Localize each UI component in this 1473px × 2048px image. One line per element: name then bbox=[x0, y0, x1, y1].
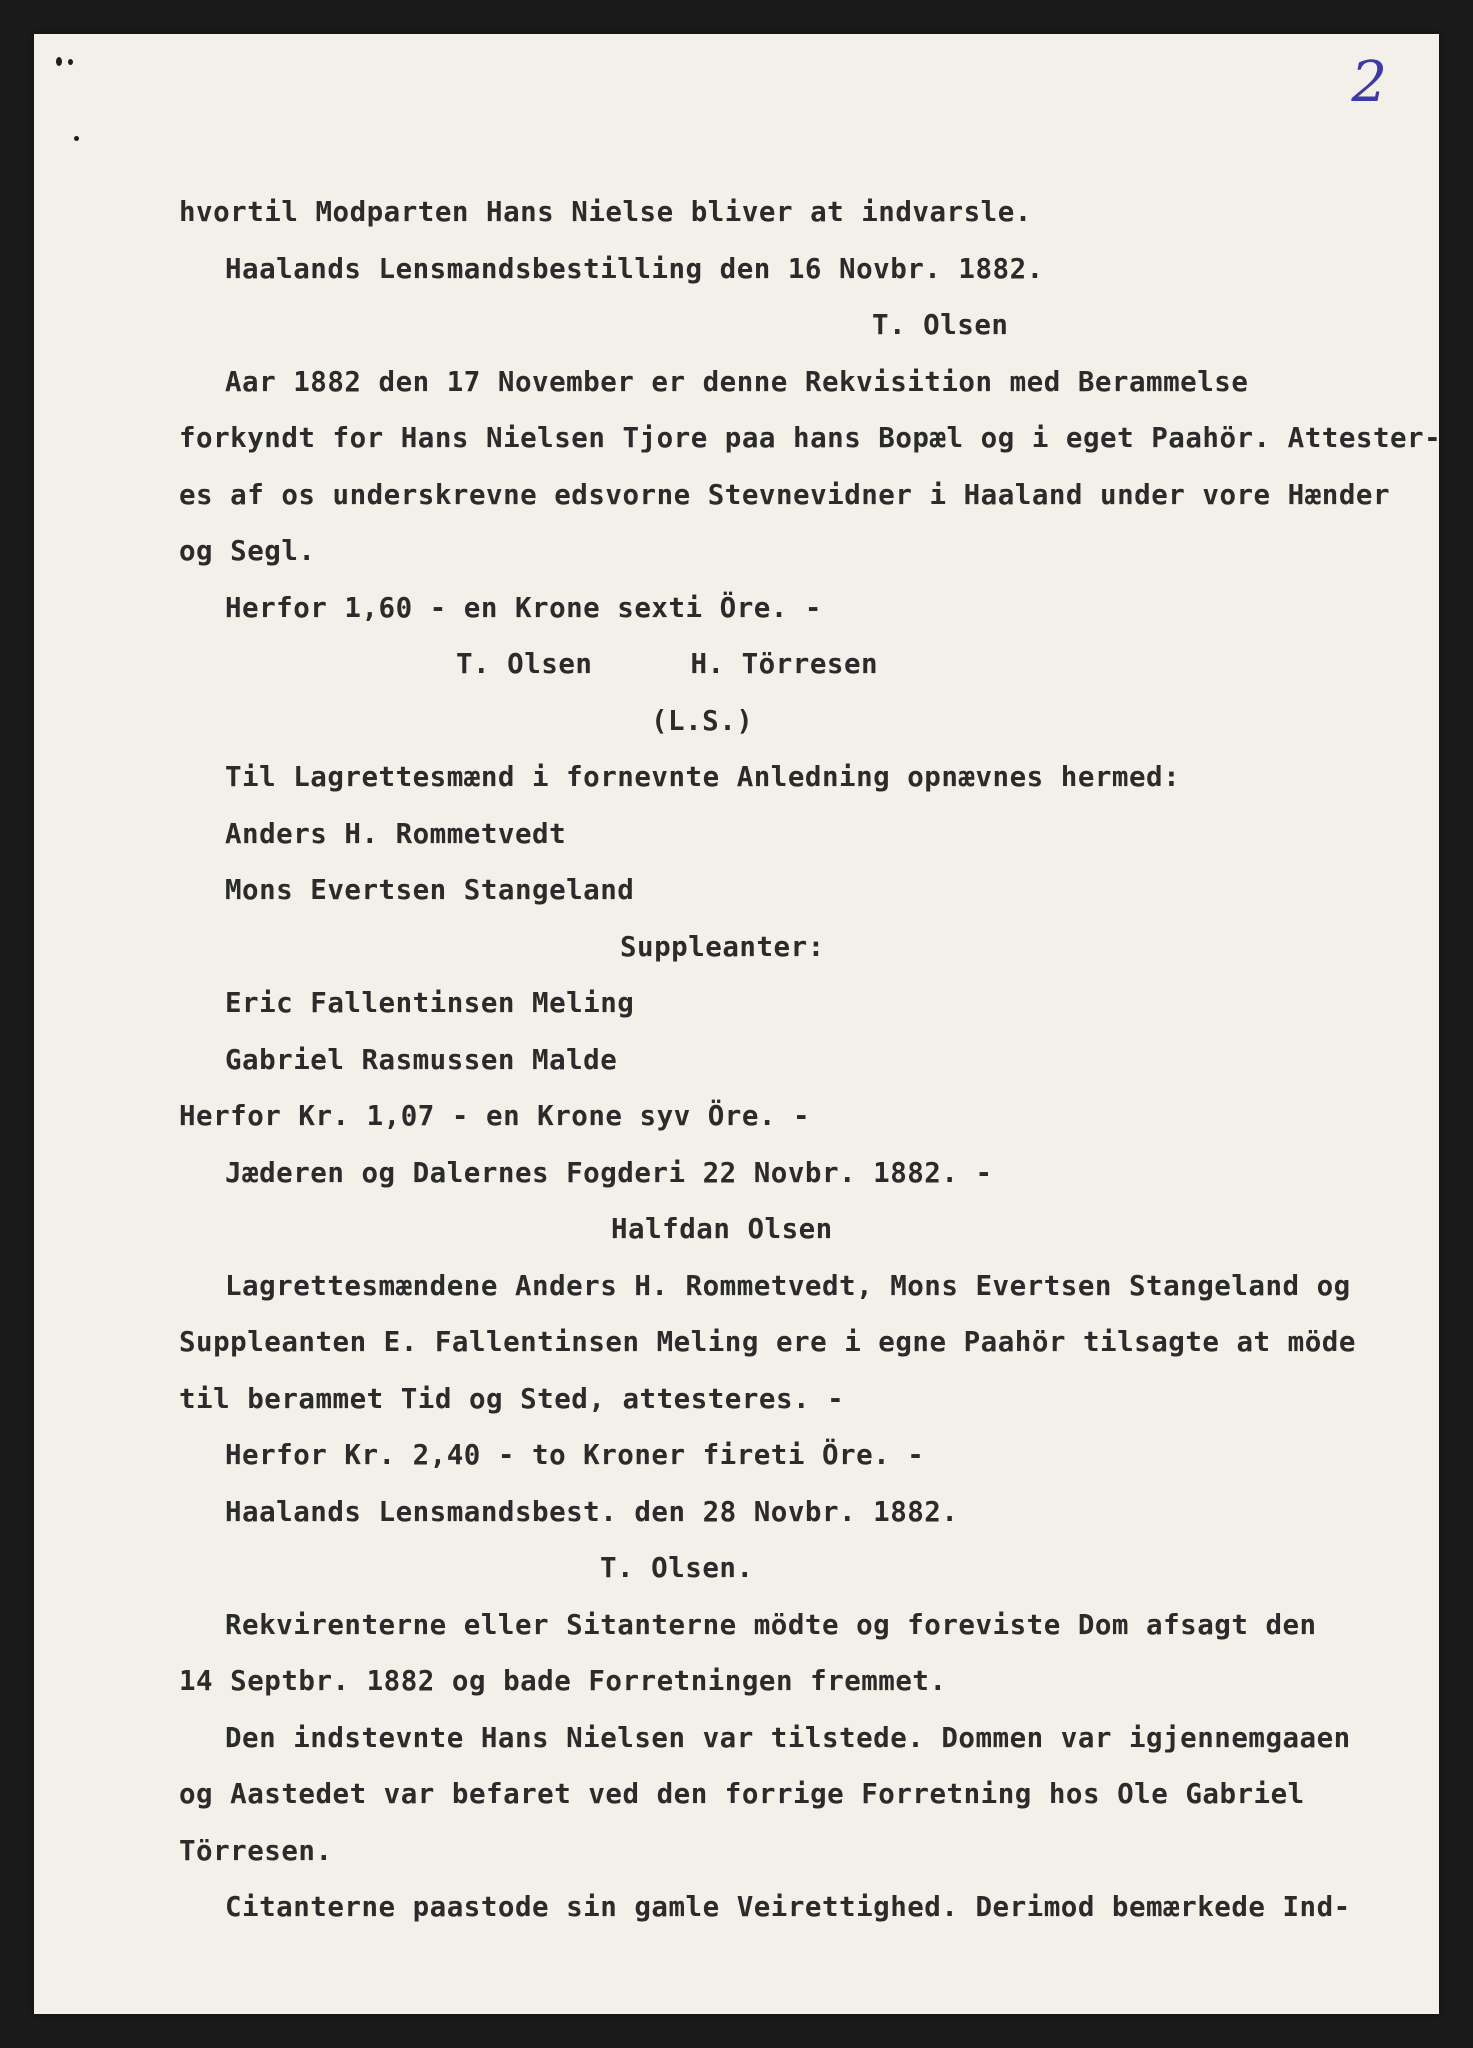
ink-mark bbox=[74, 136, 79, 141]
typed-text-body bbox=[179, 184, 1442, 1936]
text-line: Aar 1882 den 17 November er denne Rekvisition med Berammelse bbox=[225, 365, 1249, 398]
text-line: Citanterne paastode sin gamle Veirettighed. Derimod bemærkede Ind- bbox=[225, 1891, 1351, 1923]
seal-line: (L.S.) bbox=[651, 704, 754, 737]
text-line: Mons Evertsen Stangeland bbox=[225, 874, 635, 906]
text-line: hvortil Modparten Hans Nielse bliver at indvarsle. bbox=[179, 196, 1032, 228]
text-line: Törresen. bbox=[179, 1834, 333, 1867]
signature-line: Halfdan Olsen bbox=[611, 1213, 833, 1245]
text-line: Til Lagrettesmænd i fornevnte Anledning opnævnes hermed: bbox=[225, 761, 1181, 793]
text-line: Herfor Kr. 1,07 - en Krone syv Öre. - bbox=[179, 1100, 811, 1132]
text-line: og Segl. bbox=[179, 535, 316, 567]
text-line: Eric Fallentinsen Meling bbox=[225, 987, 635, 1019]
signature-line bbox=[179, 636, 1409, 693]
signature-line: T. Olsen. bbox=[600, 1552, 754, 1584]
text-line: Anders H. Rommetvedt bbox=[225, 817, 567, 850]
ink-mark bbox=[68, 59, 73, 65]
signature-name: T. Olsen bbox=[456, 648, 593, 680]
text-line: Lagrettesmændene Anders H. Rommetvedt, Mons Evertsen Stangeland og bbox=[225, 1269, 1351, 1302]
text-line: Jæderen og Dalernes Fogderi 22 Novbr. 1882. - bbox=[225, 1156, 993, 1189]
text-line: Herfor 1,60 - en Krone sexti Öre. - bbox=[225, 591, 822, 624]
text-line: es af os underskrevne edsvorne Stevnevidner i Haaland under vore Hænder bbox=[179, 478, 1391, 511]
text-line: Gabriel Rasmussen Malde bbox=[225, 1043, 618, 1076]
text-line: 14 Septbr. 1882 og bade Forretningen fremmet. bbox=[179, 1665, 947, 1697]
text-line: Den indstevnte Hans Nielsen var tilstede. Dommen var igjennemgaaen bbox=[225, 1721, 1351, 1754]
ink-mark bbox=[56, 57, 62, 66]
text-line: Herfor Kr. 2,40 - to Kroner fireti Öre. - bbox=[225, 1439, 925, 1471]
page-number: 2 bbox=[1351, 50, 1387, 115]
signature-line: T. Olsen bbox=[872, 309, 1009, 341]
document-page bbox=[34, 34, 1442, 2014]
text-line: Suppleanten E. Fallentinsen Meling ere i egne Paahör tilsagte at möde bbox=[179, 1326, 1356, 1358]
text-line: og Aastedet var befaret ved den forrige Forretning hos Ole Gabriel bbox=[179, 1778, 1305, 1810]
signature-name: H. Törresen bbox=[690, 648, 879, 680]
text-line: Haalands Lensmandsbest. den 28 Novbr. 1882. bbox=[225, 1495, 959, 1528]
heading-line: Suppleanter: bbox=[620, 930, 825, 963]
text-line: forkyndt for Hans Nielsen Tjore paa hans Bopæl og i eget Paahör. Attester- bbox=[179, 422, 1442, 454]
text-line: Rekvirenterne eller Sitanterne mödte og foreviste Dom afsagt den bbox=[225, 1608, 1317, 1641]
text-line: Haalands Lensmandsbestilling den 16 Novbr. 1882. bbox=[225, 252, 1044, 285]
text-line: til berammet Tid og Sted, attesteres. - bbox=[179, 1382, 845, 1415]
